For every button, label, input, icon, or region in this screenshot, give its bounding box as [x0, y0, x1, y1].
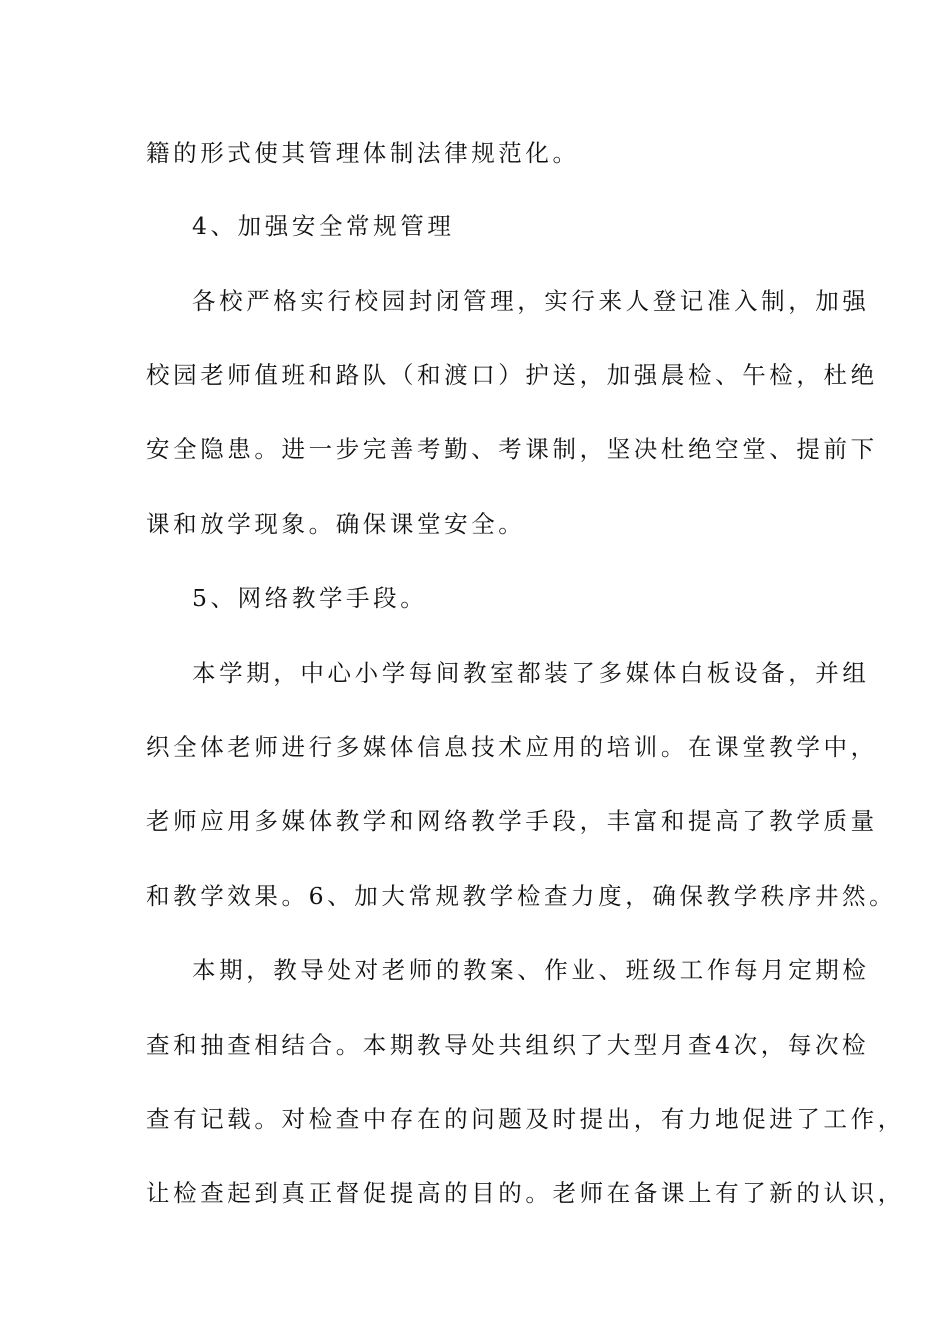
paragraph-line: 各校严格实行校园封闭管理，实行来人登记准入制，加强: [192, 287, 870, 315]
paragraph-line: 本期，教导处对老师的教案、作业、班级工作每月定期检: [192, 956, 870, 984]
paragraph-line: 校园老师值班和路队（和渡口）护送，加强晨检、午检，杜绝: [146, 361, 878, 389]
paragraph-line: 安全隐患。进一步完善考勤、考课制，坚决杜绝空堂、提前下: [146, 435, 878, 463]
paragraph-line: 让检查起到真正督促提高的目的。老师在备课上有了新的认识，: [146, 1179, 905, 1207]
paragraph-line: 查和抽查相结合。本期教导处共组织了大型月查4次，每次检: [146, 1031, 870, 1059]
paragraph-line: 籍的形式使其管理体制法律规范化。: [146, 139, 580, 167]
paragraph-line: 本学期，中心小学每间教室都装了多媒体白板设备，并组: [192, 659, 870, 687]
paragraph-line: 织全体老师进行多媒体信息技术应用的培训。在课堂教学中，: [146, 733, 878, 761]
section-heading: 4、加强安全常规管理: [192, 212, 455, 240]
paragraph-line: 和教学效果。6、加大常规教学检查力度，确保教学秩序井然。: [146, 882, 897, 910]
paragraph-line: 课和放学现象。确保课堂安全。: [146, 510, 526, 538]
section-heading: 5、网络教学手段。: [192, 584, 428, 612]
paragraph-line: 老师应用多媒体教学和网络教学手段，丰富和提高了教学质量: [146, 807, 878, 835]
paragraph-line: 查有记载。对检查中存在的问题及时提出，有力地促进了工作，: [146, 1105, 905, 1133]
